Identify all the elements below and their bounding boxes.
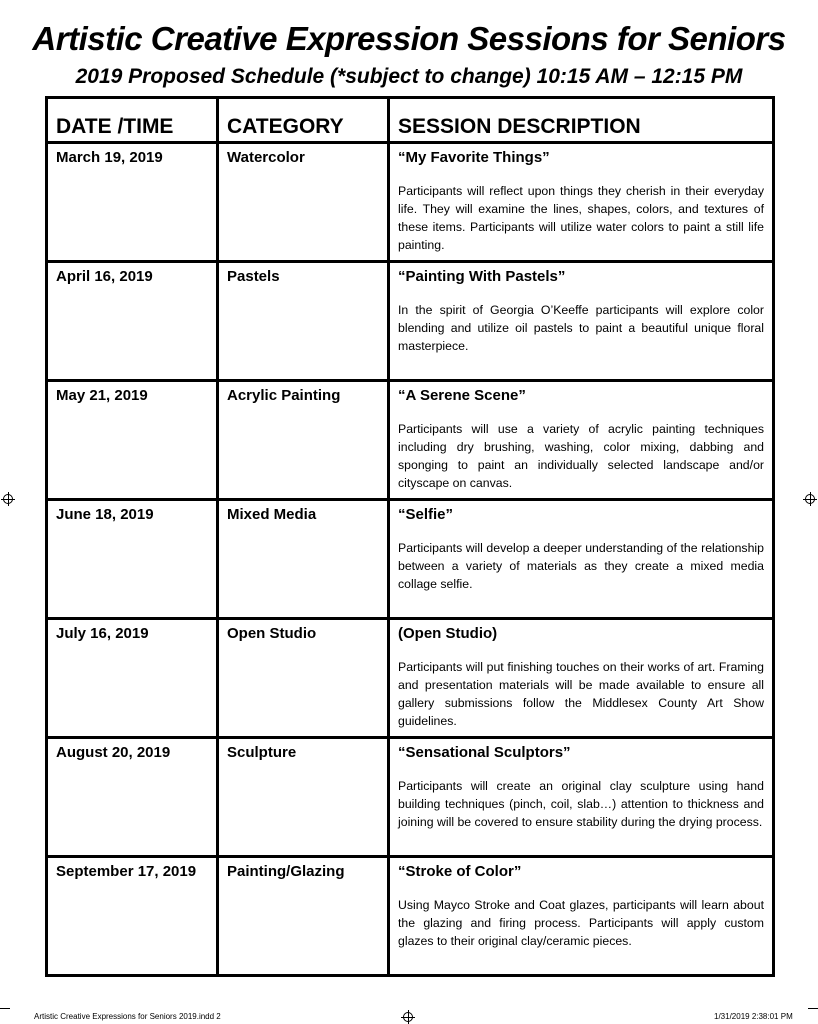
session-title: “Selfie” [398,506,454,523]
column-header-category: CATEGORY [218,98,389,143]
footer-timestamp: 1/31/2019 2:38:01 PM [714,1012,793,1021]
session-description: In the spirit of Georgia O’Keeffe participants will explore color blending and utilize oil pastels to paint a beautiful unique floral masterpiece. [398,303,764,353]
footer-filename: Artistic Creative Expressions for Seniors 2019.indd 2 [34,1012,221,1021]
session-description: Participants will develop a deeper understanding of the relationship between a variety of materials as they create a mixed media collage selfie. [398,541,764,591]
registration-mark-left [3,494,13,504]
session-description: Participants will use a variety of acrylic painting techniques including dry brushing, washing, color mixing, dabbing and sponging to paint an individually selected landscape and/or cityscape on canvas. [398,422,764,490]
table-header-row [47,98,774,143]
column-header-description: SESSION DESCRIPTION [389,98,774,143]
table-row [47,857,774,976]
session-title: “A Serene Scene” [398,387,526,404]
session-date: July 16, 2019 [47,619,218,738]
table-row [47,500,774,619]
session-date: March 19, 2019 [47,143,218,262]
session-description-cell [389,857,774,976]
session-category: Painting/Glazing [218,857,389,976]
schedule-table [45,96,775,977]
session-description: Participants will put finishing touches on their works of art. Framing and presentation materials will be made available to ensure all gallery submissions follow the Middlesex County Art Show guidelines. [398,660,764,728]
crop-mark [808,1008,818,1009]
session-title: “Stroke of Color” [398,863,522,880]
session-category: Open Studio [218,619,389,738]
registration-mark-right [805,494,815,504]
session-description: Participants will reflect upon things they cherish in their everyday life. They will examine the lines, shapes, colors, and textures of these items. Participants will utilize water colors to paint a still life painting. [398,184,764,252]
session-date: May 21, 2019 [47,381,218,500]
session-category: Sculpture [218,738,389,857]
session-description: Using Mayco Stroke and Coat glazes, participants will learn about the glazing and firing process. Participants will apply custom glazes to their original clay/ceramic pieces. [398,898,764,948]
table-row [47,619,774,738]
table-row [47,143,774,262]
session-description: Participants will create an original clay sculpture using hand building techniques (pinch, coil, slab…) attention to thickness and joining will be covered to ensure stability during the drying process. [398,779,764,829]
session-description-cell [389,738,774,857]
session-category: Mixed Media [218,500,389,619]
table-row [47,738,774,857]
page-title: Artistic Creative Expression Sessions for Seniors [32,20,786,57]
session-date: June 18, 2019 [47,500,218,619]
table-row [47,262,774,381]
session-description-cell [389,381,774,500]
column-header-date: DATE /TIME [47,98,218,143]
page-subtitle: 2019 Proposed Schedule (*subject to change) 10:15 AM – 12:15 PM [75,65,743,88]
session-description-cell [389,143,774,262]
session-title: “Sensational Sculptors” [398,744,571,761]
session-category: Acrylic Painting [218,381,389,500]
session-date: April 16, 2019 [47,262,218,381]
session-date: September 17, 2019 [47,857,218,976]
session-title: “Painting With Pastels” [398,268,566,285]
registration-mark-bottom [403,1012,413,1022]
session-title: “My Favorite Things” [398,149,550,166]
table-row [47,381,774,500]
session-description-cell [389,500,774,619]
session-category: Watercolor [218,143,389,262]
session-description-cell [389,619,774,738]
session-description-cell [389,262,774,381]
session-date: August 20, 2019 [47,738,218,857]
crop-mark [0,1008,10,1009]
session-title: (Open Studio) [398,625,498,642]
session-category: Pastels [218,262,389,381]
